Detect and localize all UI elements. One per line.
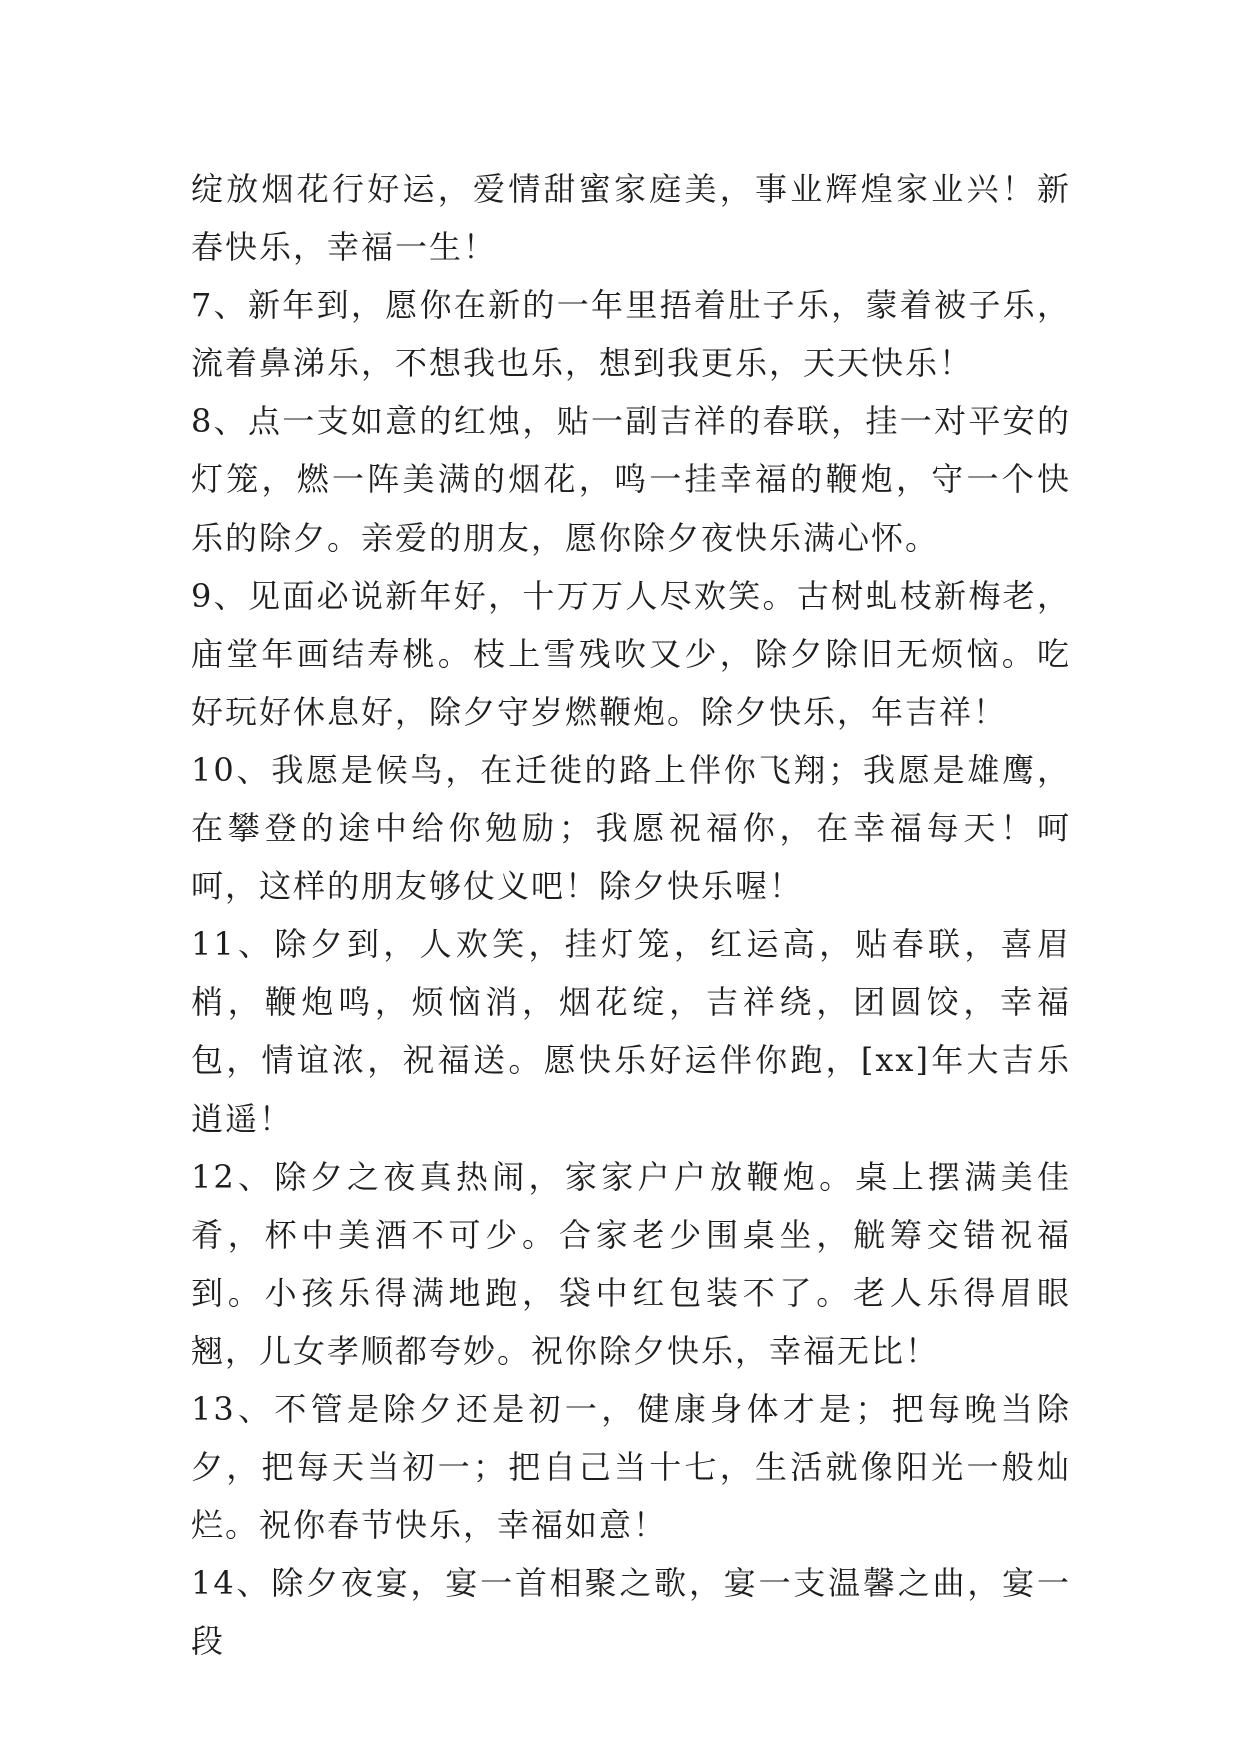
- paragraph-item-13: 13、不管是除夕还是初一，健康身体才是；把每晚当除夕，把每天当初一；把自己当十七，生活就像阳光一般灿烂。祝你春节快乐，幸福如意！: [191, 1389, 1071, 1545]
- paragraph-item-9: 9、见面必说新年好，十万万人尽欢笑。古树虬枝新梅老，庙堂年画结寿桃。枝上雪残吹又少，除夕除旧无烦恼。吃好玩好休息好，除夕守岁燃鞭炮。除夕快乐，年吉祥！: [191, 576, 1071, 731]
- paragraph-item-7: 7、新年到，愿你在新的一年里捂着肚子乐，蒙着被子乐，流着鼻涕乐，不想我也乐，想到我更乐，天天快乐！: [191, 286, 1071, 383]
- paragraph-item-10: 10、我愿是候鸟，在迁徙的路上伴你飞翔；我愿是雄鹰，在攀登的途中给你勉励；我愿祝福你，在幸福每天！呵呵，这样的朋友够仗义吧！除夕快乐喔！: [191, 750, 1071, 906]
- paragraph-item-8: 8、点一支如意的红烛，贴一副吉祥的春联，挂一对平安的灯笼，燃一阵美满的烟花，鸣一挂幸福的鞭炮，守一个快乐的除夕。亲爱的朋友，愿你除夕夜快乐满心怀。: [191, 402, 1071, 557]
- document-body: [191, 160, 1071, 1670]
- paragraph-item-12: 12、除夕之夜真热闹，家家户户放鞭炮。桌上摆满美佳肴，杯中美酒不可少。合家老少围桌坐，觥筹交错祝福到。小孩乐得满地跑，袋中红包装不了。老人乐得眉眼翘，儿女孝顺都夸妙。祝你除夕快乐，幸福无比！: [191, 1157, 1071, 1370]
- paragraph-item-14: 14、除夕夜宴，宴一首相聚之歌，宴一支温馨之曲，宴一段: [191, 1564, 1071, 1661]
- paragraph-continuation: 绽放烟花行好运，爱情甜蜜家庭美，事业辉煌家业兴！新春快乐，幸福一生！: [191, 170, 1071, 267]
- paragraph-item-11: 11、除夕到，人欢笑，挂灯笼，红运高，贴春联，喜眉梢，鞭炮鸣，烦恼消，烟花绽，吉祥绕，团圆饺，幸福包，情谊浓，祝福送。愿快乐好运伴你跑，[xx]年大吉乐逍遥！: [191, 925, 1071, 1138]
